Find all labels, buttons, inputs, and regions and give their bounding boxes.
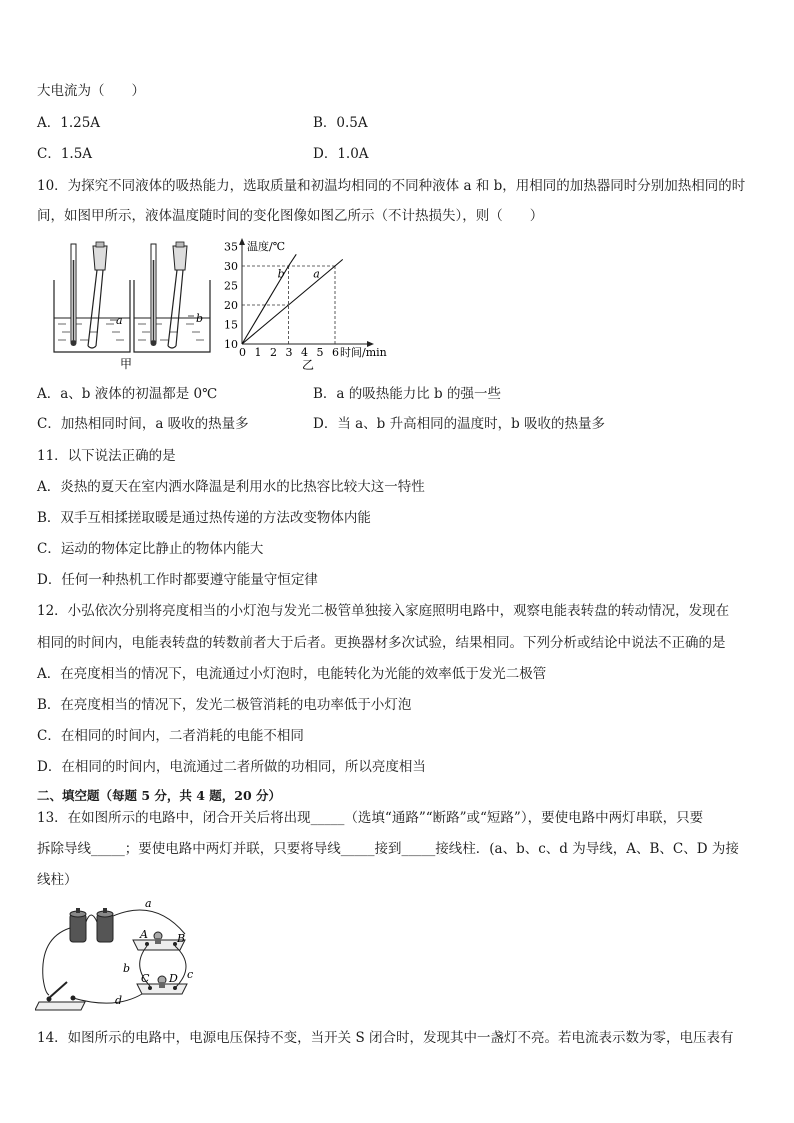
q9-option-a: A．1.25A [37, 115, 101, 131]
q12-stem-line2: 相同的时间内，电能表转盘的转数前者大于后者。更换器材多次试验，结果相同。下列分析或结论中说法不正确的是 [37, 635, 726, 651]
y-tick-label: 15 [224, 318, 238, 332]
q13-stem-line3: 线柱） [37, 872, 78, 888]
wire-label-c: c [187, 968, 194, 981]
terminal-label-A: A [140, 928, 148, 941]
q11-stem: 11．以下说法正确的是 [37, 448, 176, 464]
label-yi: 乙 [302, 358, 315, 372]
y-tick-label: 25 [224, 279, 238, 293]
q12-option-d: D．在相同的时间内，电流通过二者所做的功相同，所以亮度相当 [37, 759, 426, 775]
x-tick-label: 3 [285, 346, 293, 359]
y-axis-arrow [239, 238, 245, 245]
y-tick-label: 30 [224, 260, 238, 273]
q13-stem-line2: 拆除导线_____；要使电路中两灯并联，只要将导线_____接到_____接线柱．(a、b、c、d 为导线，A、B、C、D 为接 [37, 841, 739, 857]
q11-option-b: B．双手互相揉搓取暖是通过热传递的方法改变物体内能 [37, 510, 371, 526]
x-tick-label: 4 [301, 346, 308, 359]
q9-stem-tail: 大电流为（ ） [37, 83, 145, 99]
q12-option-a: A．在亮度相当的情况下，电流通过小灯泡时，电能转化为光能的效率低于发光二极管 [37, 666, 547, 682]
series-line-a [242, 259, 343, 344]
x-tick-label: 2 [270, 346, 277, 359]
series-label-b: b [277, 267, 285, 281]
x-tick-label: 5 [316, 346, 324, 359]
q14-stem-line1: 14．如图所示的电路中，电源电压保持不变，当开关 S 闭合时，发现其中一盏灯不亮。若电流表示数为零，电压表有 [37, 1030, 734, 1046]
q10-option-c: C．加热相同时间，a 吸收的热量多 [37, 416, 249, 432]
x-tick-label: 6 [332, 346, 339, 359]
q13-stem-line1: 13．在如图所示的电路中，闭合开关后将出现_____（选填“通路”“断路”或“短路”），要使电路中两灯串联，只要 [37, 810, 704, 826]
q10-option-b: B．a 的吸热能力比 b 的强一些 [313, 386, 501, 402]
q10-option-a: A．a、b 液体的初温都是 0℃ [37, 386, 218, 402]
label-liquid-b: b [196, 312, 204, 325]
terminal-label-B: B [177, 932, 186, 945]
q12-option-c: C．在相同的时间内，二者消耗的电能不相同 [37, 728, 304, 744]
label-liquid-a: a [116, 314, 123, 327]
wire-label-b: b [123, 962, 131, 975]
beaker-a [54, 242, 130, 352]
q10-option-d: D．当 a、b 升高相同的温度时，b 吸收的热量多 [313, 416, 606, 432]
terminal-label-C: C [141, 972, 150, 985]
wire-label-d: d [115, 994, 123, 1007]
q11-option-d: D．任何一种热机工作时都要遵守能量守恒定律 [37, 572, 318, 588]
beaker-figure-jia [50, 240, 225, 370]
y-tick-label: 35 [224, 240, 238, 254]
q11-option-a: A．炎热的夏天在室内洒水降温是利用水的比热容比较大这一特性 [37, 479, 425, 495]
q10-stem-line2: 间，如图甲所示，液体温度随时间的变化图像如图乙所示（不计热损失），则（ ） [37, 208, 544, 224]
x-tick-label: 0 [239, 346, 246, 359]
q9-option-b: B．0.5A [313, 115, 368, 131]
x-tick-label: 1 [254, 346, 262, 359]
temperature-time-chart [222, 236, 402, 374]
x-axis-label: 时间/min [340, 346, 387, 359]
q12-option-b: B．在亮度相当的情况下，发光二极管消耗的电功率低于小灯泡 [37, 697, 412, 713]
switch [35, 982, 85, 1010]
wire-label-a: a [145, 898, 152, 910]
section-heading-fill-in: 二、填空题（每题 5 分，共 4 题，20 分） [37, 788, 282, 803]
q11-option-c: C．运动的物体定比静止的物体内能大 [37, 541, 264, 557]
label-jia: 甲 [120, 357, 133, 370]
terminal-label-D: D [169, 972, 178, 985]
y-tick-label: 20 [224, 299, 238, 312]
q10-stem-line1: 10．为探究不同液体的吸热能力，选取质量和初温均相同的不同种液体 a 和 b，用相同的加热器同时分别加热相同的时 [37, 178, 746, 194]
battery-1 [70, 908, 86, 942]
q9-option-d: D．1.0A [313, 146, 369, 162]
battery-2 [97, 908, 113, 942]
y-tick-label: 10 [224, 338, 238, 351]
q12-stem-line1: 12．小弘依次分别将亮度相当的小灯泡与发光二极管单独接入家庭照明电路中，观察电能表转盘的转动情况，发现在 [37, 603, 730, 619]
circuit-figure [35, 898, 205, 1013]
series-label-a: a [313, 267, 320, 281]
y-axis-label: 温度/℃ [247, 240, 286, 253]
beaker-b [134, 242, 210, 352]
q9-option-c: C．1.5A [37, 146, 93, 162]
